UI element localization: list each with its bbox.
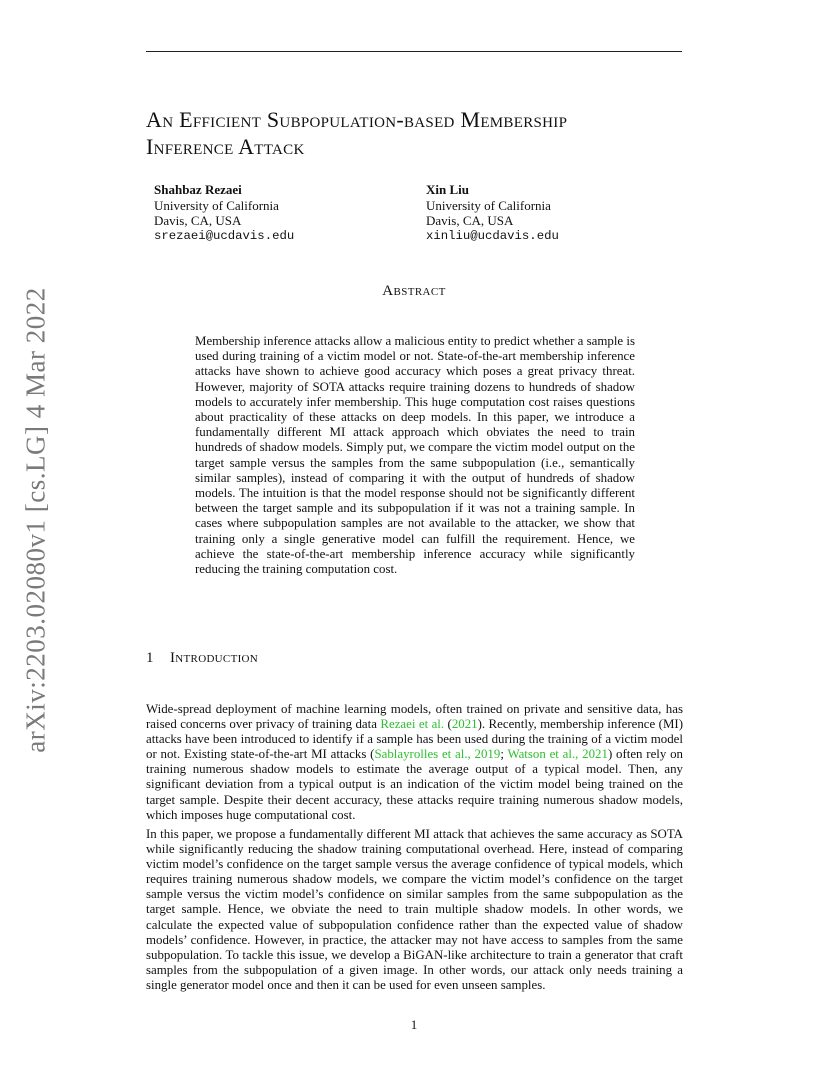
abstract-body: Membership inference attacks allow a malicious entity to predict whether a sample is used during training of a victim model or not. State-of-the-art membership inference attacks have shown to achieve good accuracy which poses a great privacy threat. However, majority of SOTA attacks require training dozens to hundreds of shadow models to accurately infer membership. This huge computation cost raises questions about practicality of these attacks on deep models. In this paper, we introduce a fundamentally different MI attack approach which obviates the need to train hundreds of shadow models. Simply put, we compare the victim model output on the target sample versus the samples from the same subpopulation (i.e., semantically similar samples), instead of comparing it with the output of hundreds of shadow models. The intuition is that the model response should not be significantly different between the target sample and its subpopulation if it was not a training sample. In cases where subpopulation samples are not available to the attacker, we show that training only a single generative model can fulfill the requirement. Hence, we achieve the state-of-the-art membership inference accuracy while significantly reducing the training computation cost. — [195, 334, 635, 577]
citation-link[interactable]: Watson et al., 2021 — [507, 747, 608, 762]
top-rule — [146, 51, 682, 52]
arxiv-identifier-stamp: arXiv:2203.02080v1 [cs.LG] 4 Mar 2022 — [20, 287, 51, 753]
author-affiliation: University of California — [426, 197, 551, 213]
author-email[interactable]: xinliu@ucdavis.edu — [426, 228, 559, 243]
paragraph-text: Wide-spread deployment of machine learning models, often trained on private and sensitive data, has raised concerns over privacy of training data — [146, 702, 683, 732]
author-name: Xin Liu — [426, 182, 469, 197]
paragraph-text: ; — [500, 747, 508, 762]
author-email[interactable]: srezaei@ucdavis.edu — [154, 228, 295, 243]
paragraph-text: ). Recently, membership inference (MI) attacks have been introduced to identify if a sample has been used during the training of a victim model or not. Existing state-of-the-art MI attacks ( — [146, 717, 683, 762]
author-affiliation: University of California — [154, 197, 279, 213]
abstract-heading: Abstract — [382, 283, 446, 299]
citation-link[interactable]: Sablayrolles et al., 2019 — [374, 747, 501, 762]
author-block-1 — [154, 182, 294, 244]
author-block-2 — [426, 182, 559, 244]
section-heading — [146, 650, 258, 667]
paper-title — [146, 106, 706, 160]
citation-link[interactable]: 2021 — [451, 717, 478, 732]
section-title: Introduction — [170, 650, 259, 666]
paragraph-text: ( — [444, 717, 452, 732]
citation-link[interactable]: Rezaei et al. — [380, 717, 445, 732]
author-location: Davis, CA, USA — [426, 213, 514, 228]
title-line-1: An Efficient Subpopulation-based Membership — [146, 107, 568, 132]
intro-paragraph-2: In this paper, we propose a fundamentally different MI attack that achieves the same accuracy as SOTA while significantly reducing the shadow training computational overhead. Here, instead of comparing victim model’s confidence on the target sample versus the average confidence of typical models, which requires training numerous shadow models, we compare the victim model’s confidence on the target sample versus the victim model’s confidence on similar samples from the same subpopulation as the target sample. Hence, we obviate the need to train multiple shadow models. In other words, we calculate the expected value of subpopulation confidence rather than the expected value of shadow models’ confidence. However, in practice, the attacker may not have access to samples from the same subpopulation. To tackle this issue, we develop a BiGAN-like architecture to train a generator that craft samples from the subpopulation of a given image. In other words, our attack only needs training a single generator model once and then it can be used for even unseen samples. — [146, 827, 683, 992]
intro-paragraph-1 — [146, 702, 683, 823]
section-number: 1 — [146, 650, 154, 666]
paragraph-text: ) often rely on training numerous shadow models to estimate the average output of a typical model. Then, any significant deviation from a typical output is an indication of the victim model being trained on the target sample. Despite their decent accuracy, these attacks require training numerous shadow models, which imposes huge computational cost. — [146, 747, 683, 822]
page-number: 1 — [410, 1017, 418, 1032]
author-name: Shahbaz Rezaei — [154, 182, 242, 197]
title-line-2: Inference Attack — [146, 134, 305, 159]
author-location: Davis, CA, USA — [154, 213, 242, 228]
